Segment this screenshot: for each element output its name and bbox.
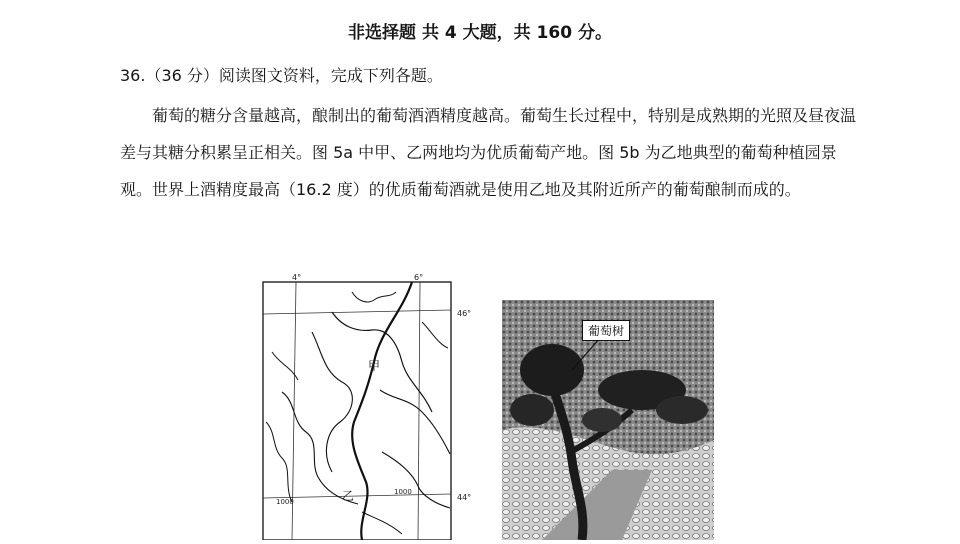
vine-foliage xyxy=(510,394,554,426)
contour-line xyxy=(266,422,292,502)
contour-line xyxy=(352,292,396,302)
contour-line xyxy=(422,322,448,348)
vine-foliage xyxy=(520,344,584,396)
lon-label-4: 4° xyxy=(292,273,302,282)
map-svg xyxy=(262,272,480,540)
contour-line xyxy=(362,512,402,534)
parallel-46 xyxy=(263,310,451,314)
grape-tree-label: 葡萄树 xyxy=(582,320,630,341)
lat-label-44: 44° xyxy=(457,493,472,502)
contour-line xyxy=(382,452,450,508)
vine-foliage xyxy=(656,396,708,424)
paragraph-text: 葡萄的糖分含量越高，酿制出的葡萄酒酒精度越高。葡萄生长过程中，特别是成熟期的光照及昼夜温差与其糖分积累呈正相关。图 5a 中甲、乙两地均为优质葡萄产地。图 5b 为乙地典型的葡萄种植园景观。世界上酒精度最高（16.2 度）的优质葡萄酒就是使用乙地及其附近所产的葡萄酿制而成的。 xyxy=(120,106,857,199)
meridian-6 xyxy=(418,282,420,540)
contour-label: 1000 xyxy=(394,488,412,496)
lat-label-46: 46° xyxy=(457,309,472,318)
vine-foliage xyxy=(582,408,622,432)
place-label-jia: 甲 xyxy=(368,359,381,373)
contour-line xyxy=(380,390,450,454)
figure-5a-map xyxy=(262,272,480,540)
contour-line xyxy=(272,352,298,380)
contour-label: 1000 xyxy=(276,498,294,506)
lon-label-6: 6° xyxy=(414,273,424,282)
place-label-yi: 乙 xyxy=(342,489,355,503)
contour-line xyxy=(312,332,352,472)
section-header: 非选择题 共 4 大题，共 160 分。 xyxy=(348,23,612,43)
contour-line xyxy=(332,312,432,412)
river-line xyxy=(352,282,412,540)
question-number-line: 36.（36 分）阅读图文资料，完成下列各题。 xyxy=(120,66,443,85)
figure-5b-photo xyxy=(502,300,714,540)
question-paragraph xyxy=(120,97,860,208)
